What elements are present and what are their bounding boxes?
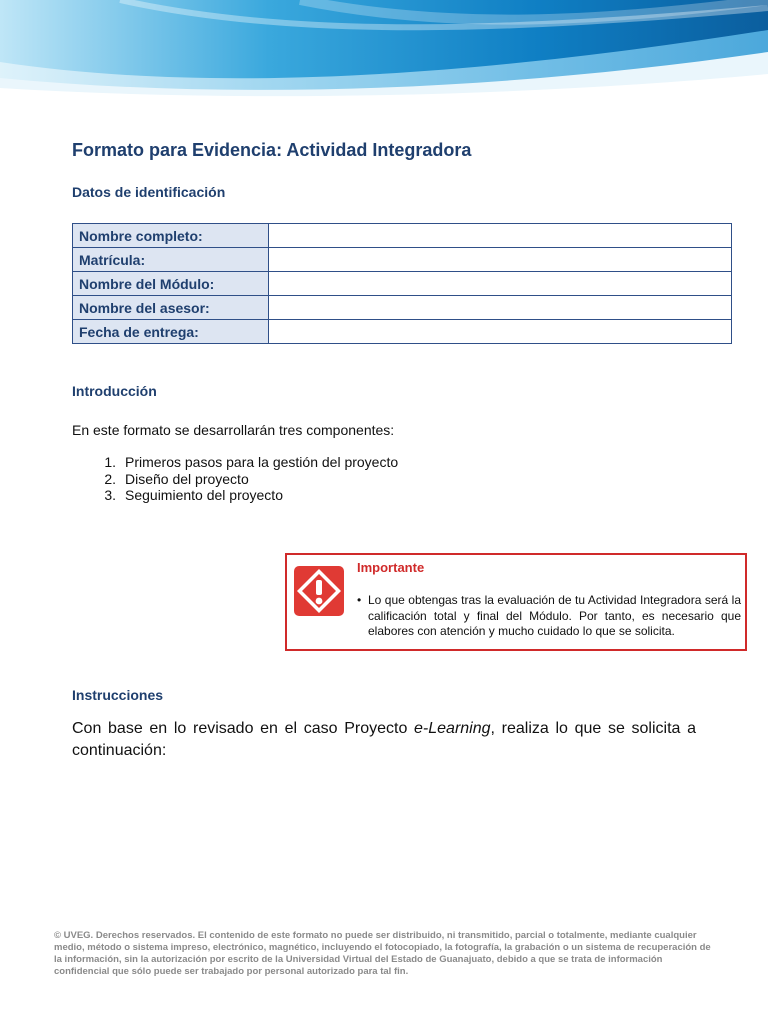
identification-table (72, 223, 732, 344)
table-row (73, 224, 732, 248)
list-item-text: Seguimiento del proyecto (125, 487, 283, 503)
identification-heading: Datos de identificación (72, 184, 226, 200)
copyright-footer: © UVEG. Derechos reservados. El contenido de este formato no puede ser distribuido, ni transmitido, parcial o totalmente, mediante cualquier medio, método o sistema impreso, electrónico, magnético, incluyendo el fotocopiado, la fotografía, la grabación o un sistema de recuperación de la información, sin la autorización por escrito de la Universidad Virtual del Estado de Guanajuato, debido a que se trata de información confidencial que sólo puede ser trabajado por personal autorizado para tal fin. (54, 930, 711, 977)
module-name-label: Nombre del Módulo: (73, 272, 269, 296)
list-item-text: Primeros pasos para la gestión del proyecto (125, 454, 399, 470)
list-number: 1. (104, 454, 116, 470)
important-note (285, 553, 747, 651)
module-name-field[interactable] (269, 272, 732, 296)
table-row (73, 296, 732, 320)
project-name: e-Learning (414, 720, 491, 737)
instructions-text (72, 718, 696, 762)
component-list (72, 454, 398, 504)
instructions-text-end: , realiza lo que se solicita a continuación: (72, 720, 697, 759)
warning-icon (294, 566, 344, 616)
note-title: Importante (357, 560, 425, 575)
table-row (73, 272, 732, 296)
advisor-name-field[interactable] (269, 296, 732, 320)
list-item (72, 454, 398, 471)
full-name-field[interactable] (269, 224, 732, 248)
list-item-text: Diseño del proyecto (125, 470, 249, 487)
list-number: 3. (104, 487, 116, 503)
enrollment-label: Matrícula: (73, 248, 269, 272)
advisor-name-label: Nombre del asesor: (73, 296, 269, 320)
delivery-date-label: Fecha de entrega: (73, 320, 269, 344)
introduction-text: En este formato se desarrollarán tres componentes: (72, 422, 395, 438)
list-item (72, 471, 398, 488)
enrollment-field[interactable] (269, 248, 732, 272)
table-row (73, 248, 732, 272)
introduction-heading: Introducción (72, 383, 157, 399)
page-title: Formato para Evidencia: Actividad Integradora (72, 140, 472, 160)
note-text: Lo que obtengas tras la evaluación de tu Actividad Integradora será la calificación total y final del Módulo. Por tanto, es necesario que elabores con atención y mucho cuidado lo que se solicita. (368, 593, 741, 638)
list-number: 2. (104, 470, 116, 487)
instructions-heading: Instrucciones (72, 687, 164, 703)
instructions-text-start: Con base en lo revisado en el caso Proyecto (72, 720, 415, 737)
table-row (73, 320, 732, 344)
bullet-marker: • (357, 593, 362, 607)
delivery-date-field[interactable] (269, 320, 732, 344)
full-name-label: Nombre completo: (73, 224, 269, 248)
note-bullet-item (357, 593, 741, 640)
header-banner (0, 0, 768, 100)
list-item (72, 487, 398, 504)
